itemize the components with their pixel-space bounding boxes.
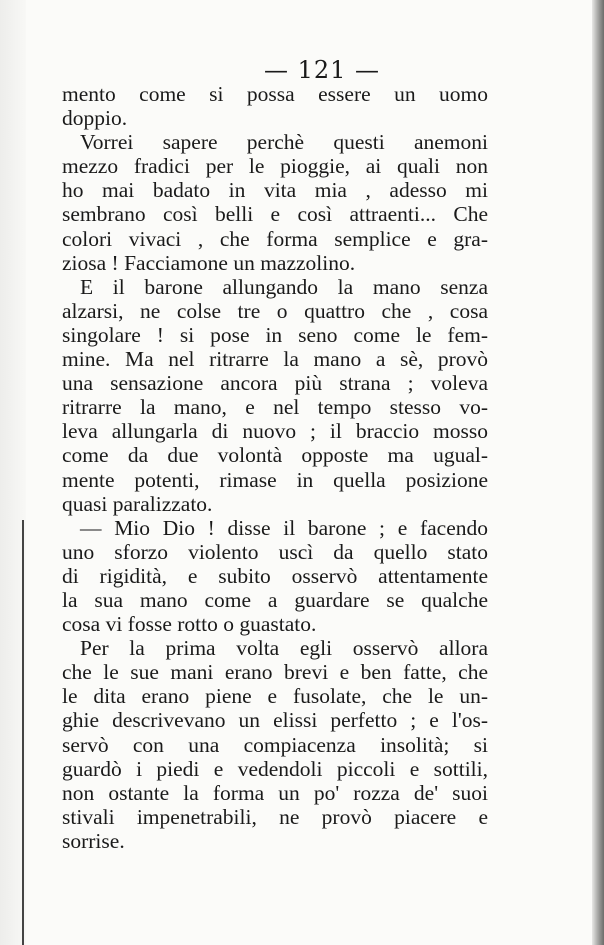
text-line: stivali impenetrabili, ne provò piacere e bbox=[62, 804, 488, 829]
text-line: — Mio Dio ! disse il barone ; e facendo bbox=[80, 515, 488, 540]
text-line: doppio. bbox=[62, 106, 128, 131]
text-line: che le sue mani erano brevi e ben fatte, che bbox=[62, 660, 488, 685]
text-line: mine. Ma nel ritrarre la mano a sè, provò bbox=[62, 347, 488, 372]
text-line: servò con una compiacenza insolità; si bbox=[62, 732, 488, 757]
text-line: mezzo fradici per le pioggie, ai quali non bbox=[62, 154, 488, 179]
text-line: la sua mano come a guardare se qualche bbox=[62, 587, 488, 612]
page-gutter bbox=[0, 0, 26, 945]
text-line: non ostante la forma un po' rozza de' suoi bbox=[62, 780, 488, 805]
text-line: una sensazione ancora più strana ; voleva bbox=[62, 371, 488, 396]
text-line: uno sforzo violento uscì da quello stato bbox=[62, 539, 488, 564]
text-line: cosa vi fosse rotto o guastato. bbox=[62, 612, 317, 637]
text-line: ghie descrivevano un elissi perfetto ; e l'os- bbox=[62, 708, 488, 733]
text-line: Per la prima volta egli osservò allora bbox=[80, 636, 488, 661]
text-line: come da due volontà opposte ma ugual- bbox=[62, 443, 488, 468]
binding-fold bbox=[22, 520, 24, 945]
text-line: mente potenti, rimase in quella posizione bbox=[62, 467, 488, 492]
text-line: alzarsi, ne colse tre o quattro che , cosa bbox=[62, 298, 488, 323]
text-line: leva allungarla di nuovo ; il braccio mosso bbox=[62, 419, 488, 444]
text-line: quasi paralizzato. bbox=[62, 491, 213, 516]
text-line: colori vivaci , che forma semplice e gra- bbox=[62, 226, 488, 251]
text-line: ziosa ! Facciamone un mazzolino. bbox=[62, 250, 356, 275]
text-line: guardò i piedi e vedendoli piccoli e sottili, bbox=[62, 756, 488, 781]
text-line: E il barone allungando la mano senza bbox=[80, 274, 488, 299]
text-line: sembrano così belli e così attraenti... Che bbox=[62, 202, 488, 227]
text-line: le dita erano piene e fusolate, che le un- bbox=[62, 684, 488, 709]
page-edge-shadow bbox=[592, 0, 604, 945]
page-number: — 121 — bbox=[263, 56, 381, 84]
text-line: Vorrei sapere perchè questi anemoni bbox=[80, 130, 488, 155]
text-line: singolare ! si pose in seno come le fem- bbox=[62, 322, 488, 347]
body-text bbox=[62, 82, 488, 853]
text-line: ho mai badato in vita mia , adesso mi bbox=[62, 178, 488, 203]
text-line: mento come si possa essere un uomo bbox=[62, 82, 488, 106]
text-line: ritrarre la mano, e nel tempo stesso vo- bbox=[62, 395, 488, 420]
text-line: di rigidità, e subito osservò attentamente bbox=[62, 563, 488, 588]
text-line: sorrise. bbox=[62, 828, 125, 853]
